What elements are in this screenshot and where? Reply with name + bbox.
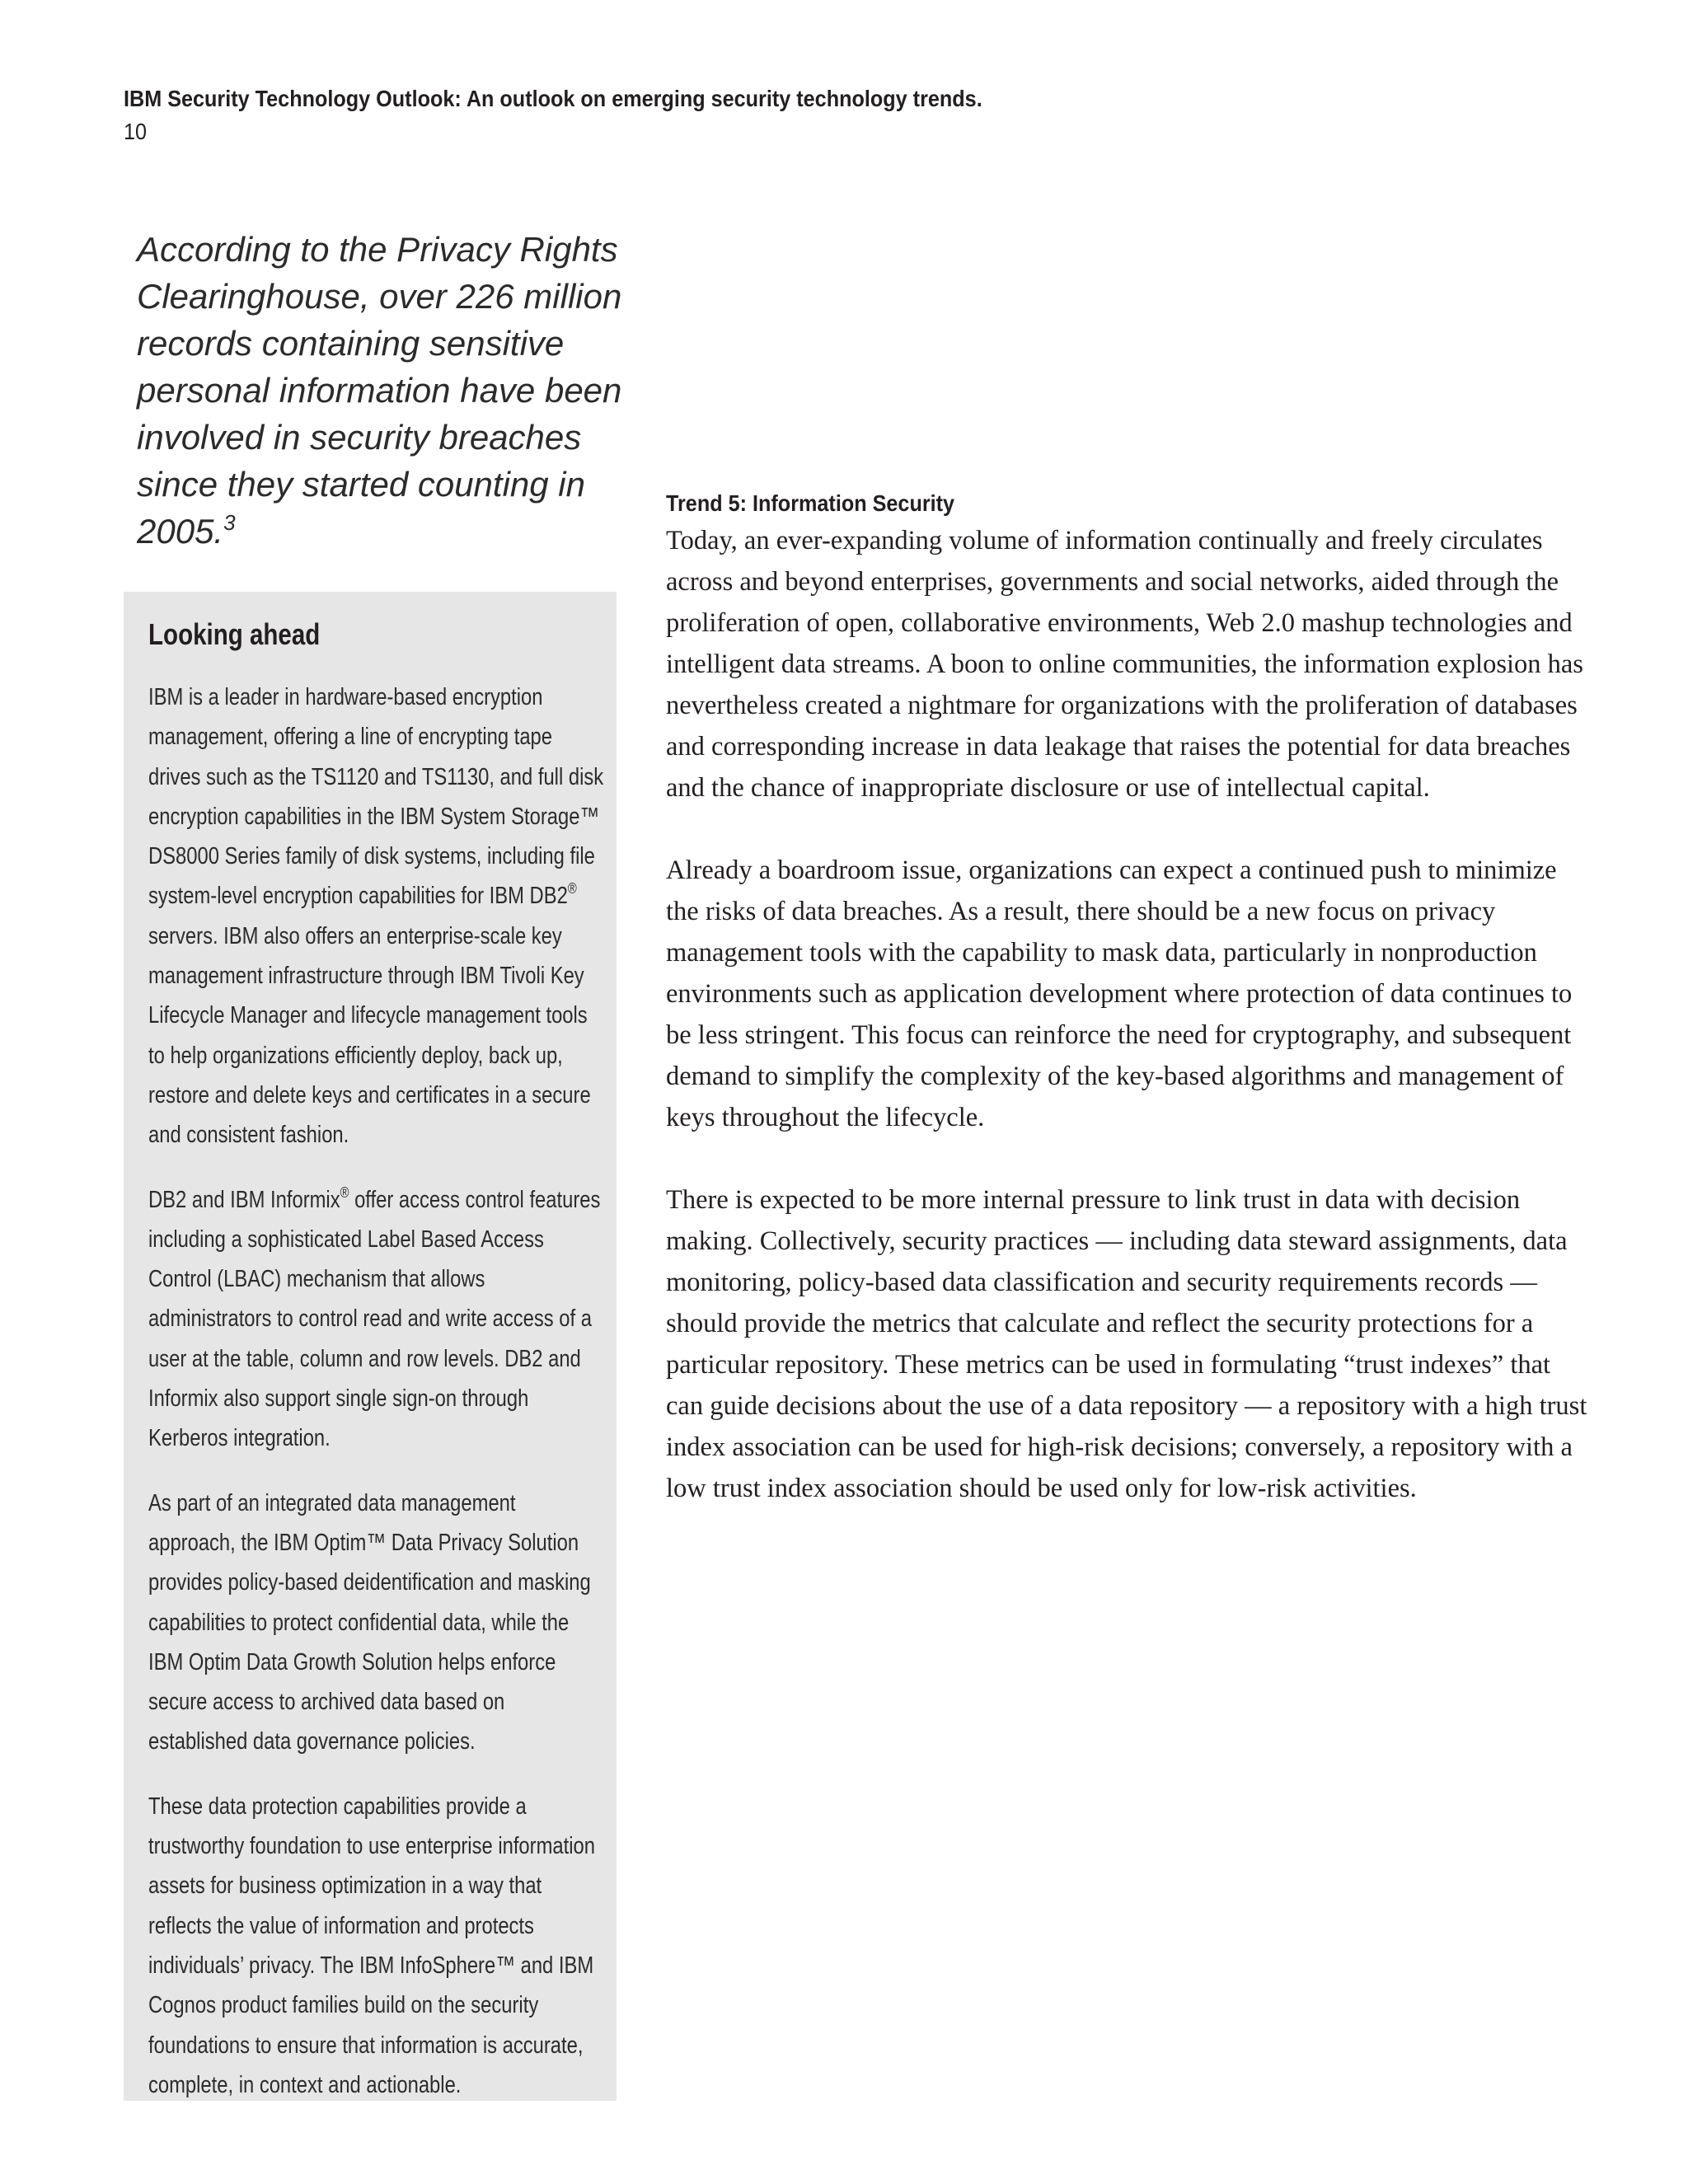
page-header	[124, 82, 982, 148]
registered-mark: ®	[567, 880, 577, 898]
sidebar-paragraph-text: offer access control features including a sophisticated Label Based Access Control (LBAC) mechanism that allows administrators to control read and write access of a user at the table, column and row levels. DB2 and Informix also support single sign-on through Kerberos integration.	[148, 1186, 601, 1452]
pull-quote-text: According to the Privacy Rights Clearinghouse, over 226 million records containing sensitive personal information have been involved in security breaches since they started counting in 2005.	[137, 230, 622, 551]
sidebar-heading: Looking ahead	[148, 617, 321, 651]
section-heading: Trend 5: Information Security	[666, 490, 955, 516]
sidebar-paragraph-text: DB2 and IBM Informix	[148, 1186, 340, 1213]
registered-mark: ®	[340, 1183, 349, 1201]
body-paragraph: There is expected to be more internal pressure to link trust in data with decision making. Collectively, security practices — including data steward assignments, data monitoring, policy-based data classification and security requirements records — should provide the metrics that calculate and reflect the security protections for a particular repository. These metrics can be used in formulating “trust indexes” that can guide decisions about the use of a data repository — a repository with a high trust index association can be used for high-risk decisions; conversely, a repository with a low trust index association should be used only for low-risk activities.	[666, 1185, 1587, 1503]
sidebar-paragraph	[148, 677, 608, 1155]
looking-ahead-sidebar	[124, 592, 617, 2101]
footnote-marker: 3	[223, 510, 236, 535]
sidebar-paragraph: As part of an integrated data management approach, the IBM Optim™ Data Privacy Solution provides policy-based deidentification and masking capabilities to protect confidential data, while the IBM Optim Data Growth Solution helps enforce secure access to archived data based on established data governance policies.	[148, 1489, 591, 1755]
sidebar-paragraph: These data protection capabilities provide a trustworthy foundation to use enterprise information assets for business optimization in a way that reflects the value of information and protects individuals’ privacy. The IBM InfoSphere™ and IBM Cognos product families build on the security foundations to ensure that information is accurate, complete, in context and actionable.	[148, 1793, 595, 2098]
sidebar-paragraph	[148, 1180, 608, 1459]
document-title: IBM Security Technology Outlook: An outlook on emerging security technology trends.	[124, 86, 982, 111]
body-paragraph: Today, an ever-expanding volume of information continually and freely circulates across and beyond enterprises, governments and social networks, aided through the proliferation of open, collaborative environments, Web 2.0 mashup technologies and intelligent data streams. A boon to online communities, the information explosion has nevertheless created a nightmare for organizations with the proliferation of databases and corresponding increase in data leakage that raises the potential for data breaches and the chance of inappropriate disclosure or use of intellectual capital.	[666, 526, 1583, 803]
main-article	[666, 487, 1589, 1550]
sidebar-paragraph-text: IBM is a leader in hardware-based encryption management, offering a line of encrypting tape drives such as the TS1120 and TS1130, and full disk encryption capabilities in the IBM System Storage™ DS8000 Series family of disk systems, including file system-level encryption capabilities for IBM DB2	[148, 684, 604, 910]
sidebar-paragraph-text: servers. IBM also offers an enterprise-scale key management infrastructure through IBM Tivoli Key Lifecycle Manager and lifecycle management tools to help organizations efficiently deploy, back up, restore and delete keys and certificates in a secure and consistent fashion.	[148, 922, 591, 1149]
body-paragraph: Already a boardroom issue, organizations can expect a continued push to minimize the risks of data breaches. As a result, there should be a new focus on privacy management tools with the capability to mask data, particularly in nonproduction environments such as application development where protection of data continues to be less stringent. This focus can reinforce the need for cryptography, and subsequent demand to simplify the complexity of the key-based algorithms and management of keys throughout the lifecycle.	[666, 855, 1573, 1132]
page-number: 10	[124, 119, 148, 144]
sidebar-content	[148, 610, 608, 2130]
pull-quote	[137, 226, 648, 555]
